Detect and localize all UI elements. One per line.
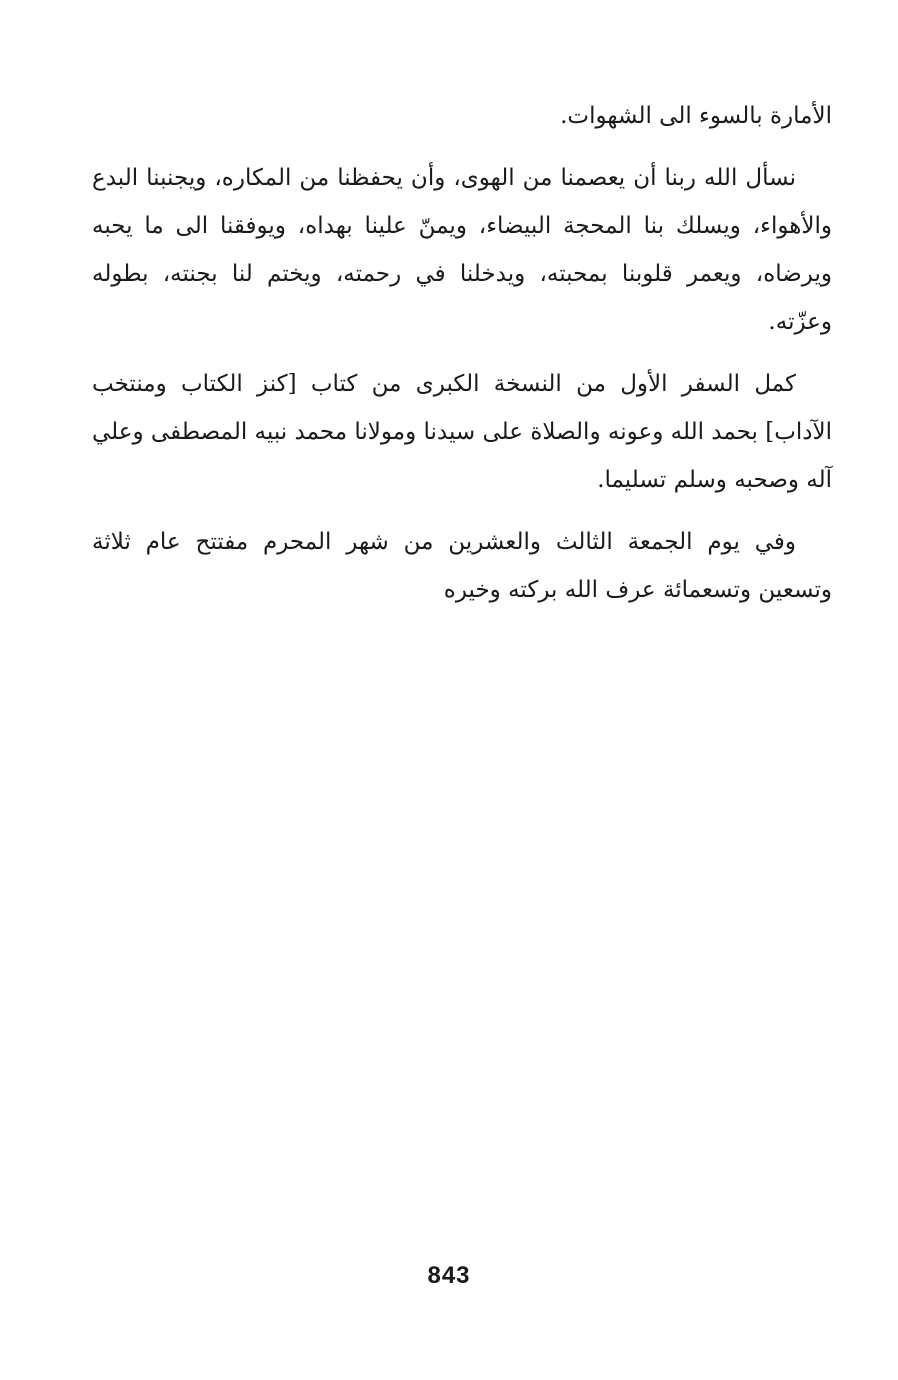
body-text [92,92,832,628]
paragraph-closing-line: الأمارة بالسوء الى الشهوات. [560,103,832,129]
paragraph-colophon: كمل السفر الأول من النسخة الكبرى من كتاب [كنز الكتاب ومنتخب الآداب] بحمد الله وعونه والصلاة على سيدنا ومولانا محمد نبيه المصطفى وعلي آله وصحبه وسلم تسليما. [92,371,832,493]
page-number: 843 [427,1262,471,1289]
paragraph-date: وفي يوم الجمعة الثالث والعشرين من شهر المحرم مفتتح عام ثلاثة وتسعين وتسعمائة عرف الله بركته وخيره [92,529,832,603]
paragraph-supplication: نسأل الله ربنا أن يعصمنا من الهوى، وأن يحفظنا من المكاره، ويجنبنا البدع والأهواء، ويسلك بنا المحجة البيضاء، ويمنّ علينا بهداه، ويوفقنا الى ما يحبه ويرضاه، ويعمر قلوبنا بمحبته، ويدخلنا في رحمته، ويختم لنا بجنته، بطوله وعزّته. [92,165,832,335]
